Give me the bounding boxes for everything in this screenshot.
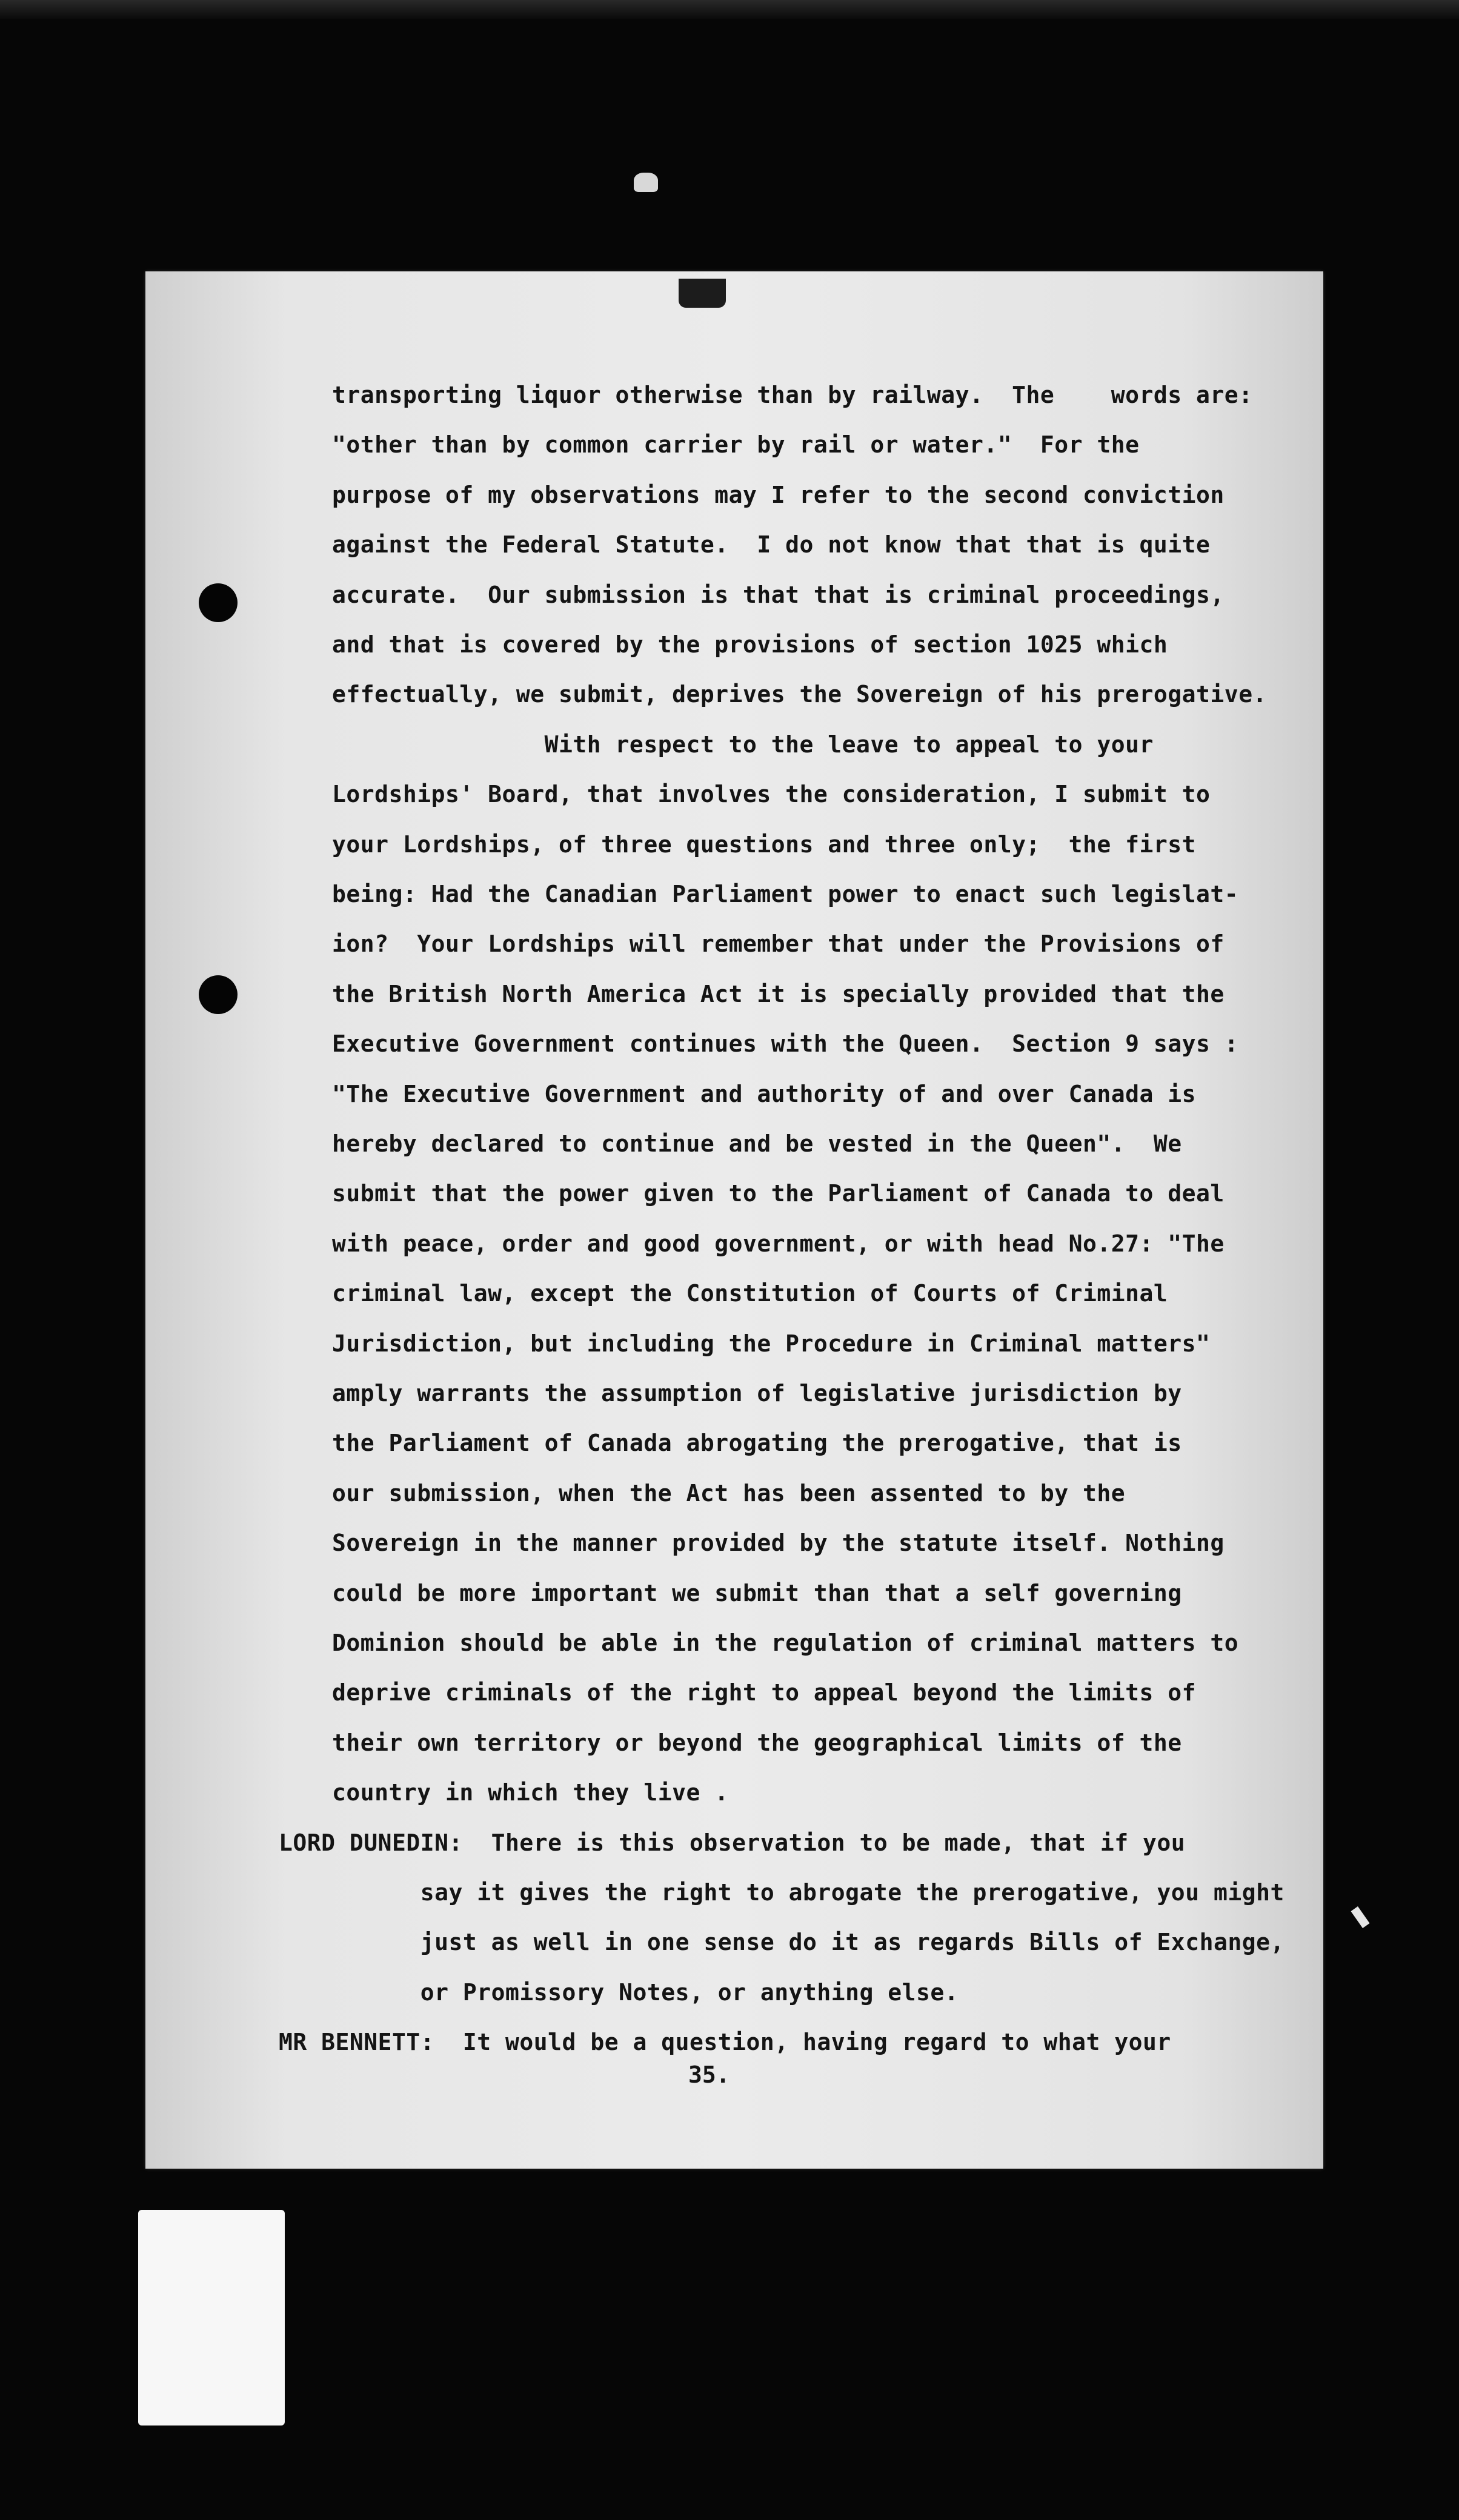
text-line: their own territory or beyond the geographical limits of the (332, 1729, 1182, 1756)
text-line: MR BENNETT: It would be a question, having regard to what your (279, 2029, 1171, 2055)
text-line: criminal law, except the Constitution of Courts of Criminal (332, 1280, 1168, 1307)
text-line: country in which they live . (332, 1779, 729, 1806)
text-line: With respect to the leave to appeal to your (332, 731, 1154, 758)
text-line: could be more important we submit than that a self governing (332, 1580, 1182, 1606)
text-line: Executive Government continues with the Queen. Section 9 says : (332, 1030, 1239, 1057)
text-line: amply warrants the assumption of legislative jurisdiction by (332, 1380, 1182, 1407)
text-line: the British North America Act it is specially provided that the (332, 981, 1225, 1007)
text-line: and that is covered by the provisions of section 1025 which (332, 631, 1168, 658)
text-line: effectually, we submit, deprives the Sovereign of his prerogative. (332, 681, 1267, 708)
film-mark (1351, 1906, 1370, 1928)
text-line: purpose of my observations may I refer to the second conviction (332, 482, 1225, 508)
text-line: the Parliament of Canada abrogating the prerogative, that is (332, 1430, 1182, 1456)
text-line: our submission, when the Act has been assented to by the (332, 1480, 1126, 1507)
text-line: with peace, order and good government, or with head No.27: "The (332, 1230, 1225, 1257)
text-line: "other than by common carrier by rail or water." For the (332, 431, 1140, 458)
page-number: 35. (688, 2061, 730, 2088)
text-line: transporting liquor otherwise than by railway. The words are: (332, 382, 1253, 408)
text-line: against the Federal Statute. I do not know that that is quite (332, 531, 1211, 558)
text-line: "The Executive Government and authority of and over Canada is (332, 1081, 1197, 1107)
document-page (145, 271, 1323, 2169)
text-line: just as well in one sense do it as regards Bills of Exchange, (279, 1929, 1285, 1955)
text-line: Lordships' Board, that involves the consideration, I submit to (332, 781, 1211, 807)
punch-hole (199, 975, 238, 1014)
text-line: or Promissory Notes, or anything else. (279, 1979, 959, 2006)
text-line: your Lordships, of three questions and three only; the first (332, 831, 1197, 858)
text-line: Sovereign in the manner provided by the statute itself. Nothing (332, 1530, 1225, 1556)
text-line: say it gives the right to abrogate the prerogative, you might (279, 1879, 1285, 1906)
text-line: deprive criminals of the right to appeal beyond the limits of (332, 1679, 1197, 1706)
text-line: accurate. Our submission is that that is criminal proceedings, (332, 582, 1225, 608)
film-mark (634, 173, 658, 192)
film-label-card (138, 2210, 285, 2426)
text-line: Jurisdiction, but including the Procedure in Criminal matters" (332, 1330, 1211, 1357)
text-line: LORD DUNEDIN: There is this observation to be made, that if you (279, 1829, 1186, 1856)
text-line: ion? Your Lordships will remember that under the Provisions of (332, 930, 1225, 957)
text-line: hereby declared to continue and be vested in the Queen". We (332, 1130, 1182, 1157)
film-edge (0, 0, 1459, 19)
text-line: Dominion should be able in the regulation of criminal matters to (332, 1630, 1239, 1656)
page-tab-mark (679, 279, 726, 308)
text-line: submit that the power given to the Parliament of Canada to deal (332, 1180, 1225, 1207)
text-line: being: Had the Canadian Parliament power to enact such legislat- (332, 881, 1239, 907)
punch-hole (199, 583, 238, 622)
